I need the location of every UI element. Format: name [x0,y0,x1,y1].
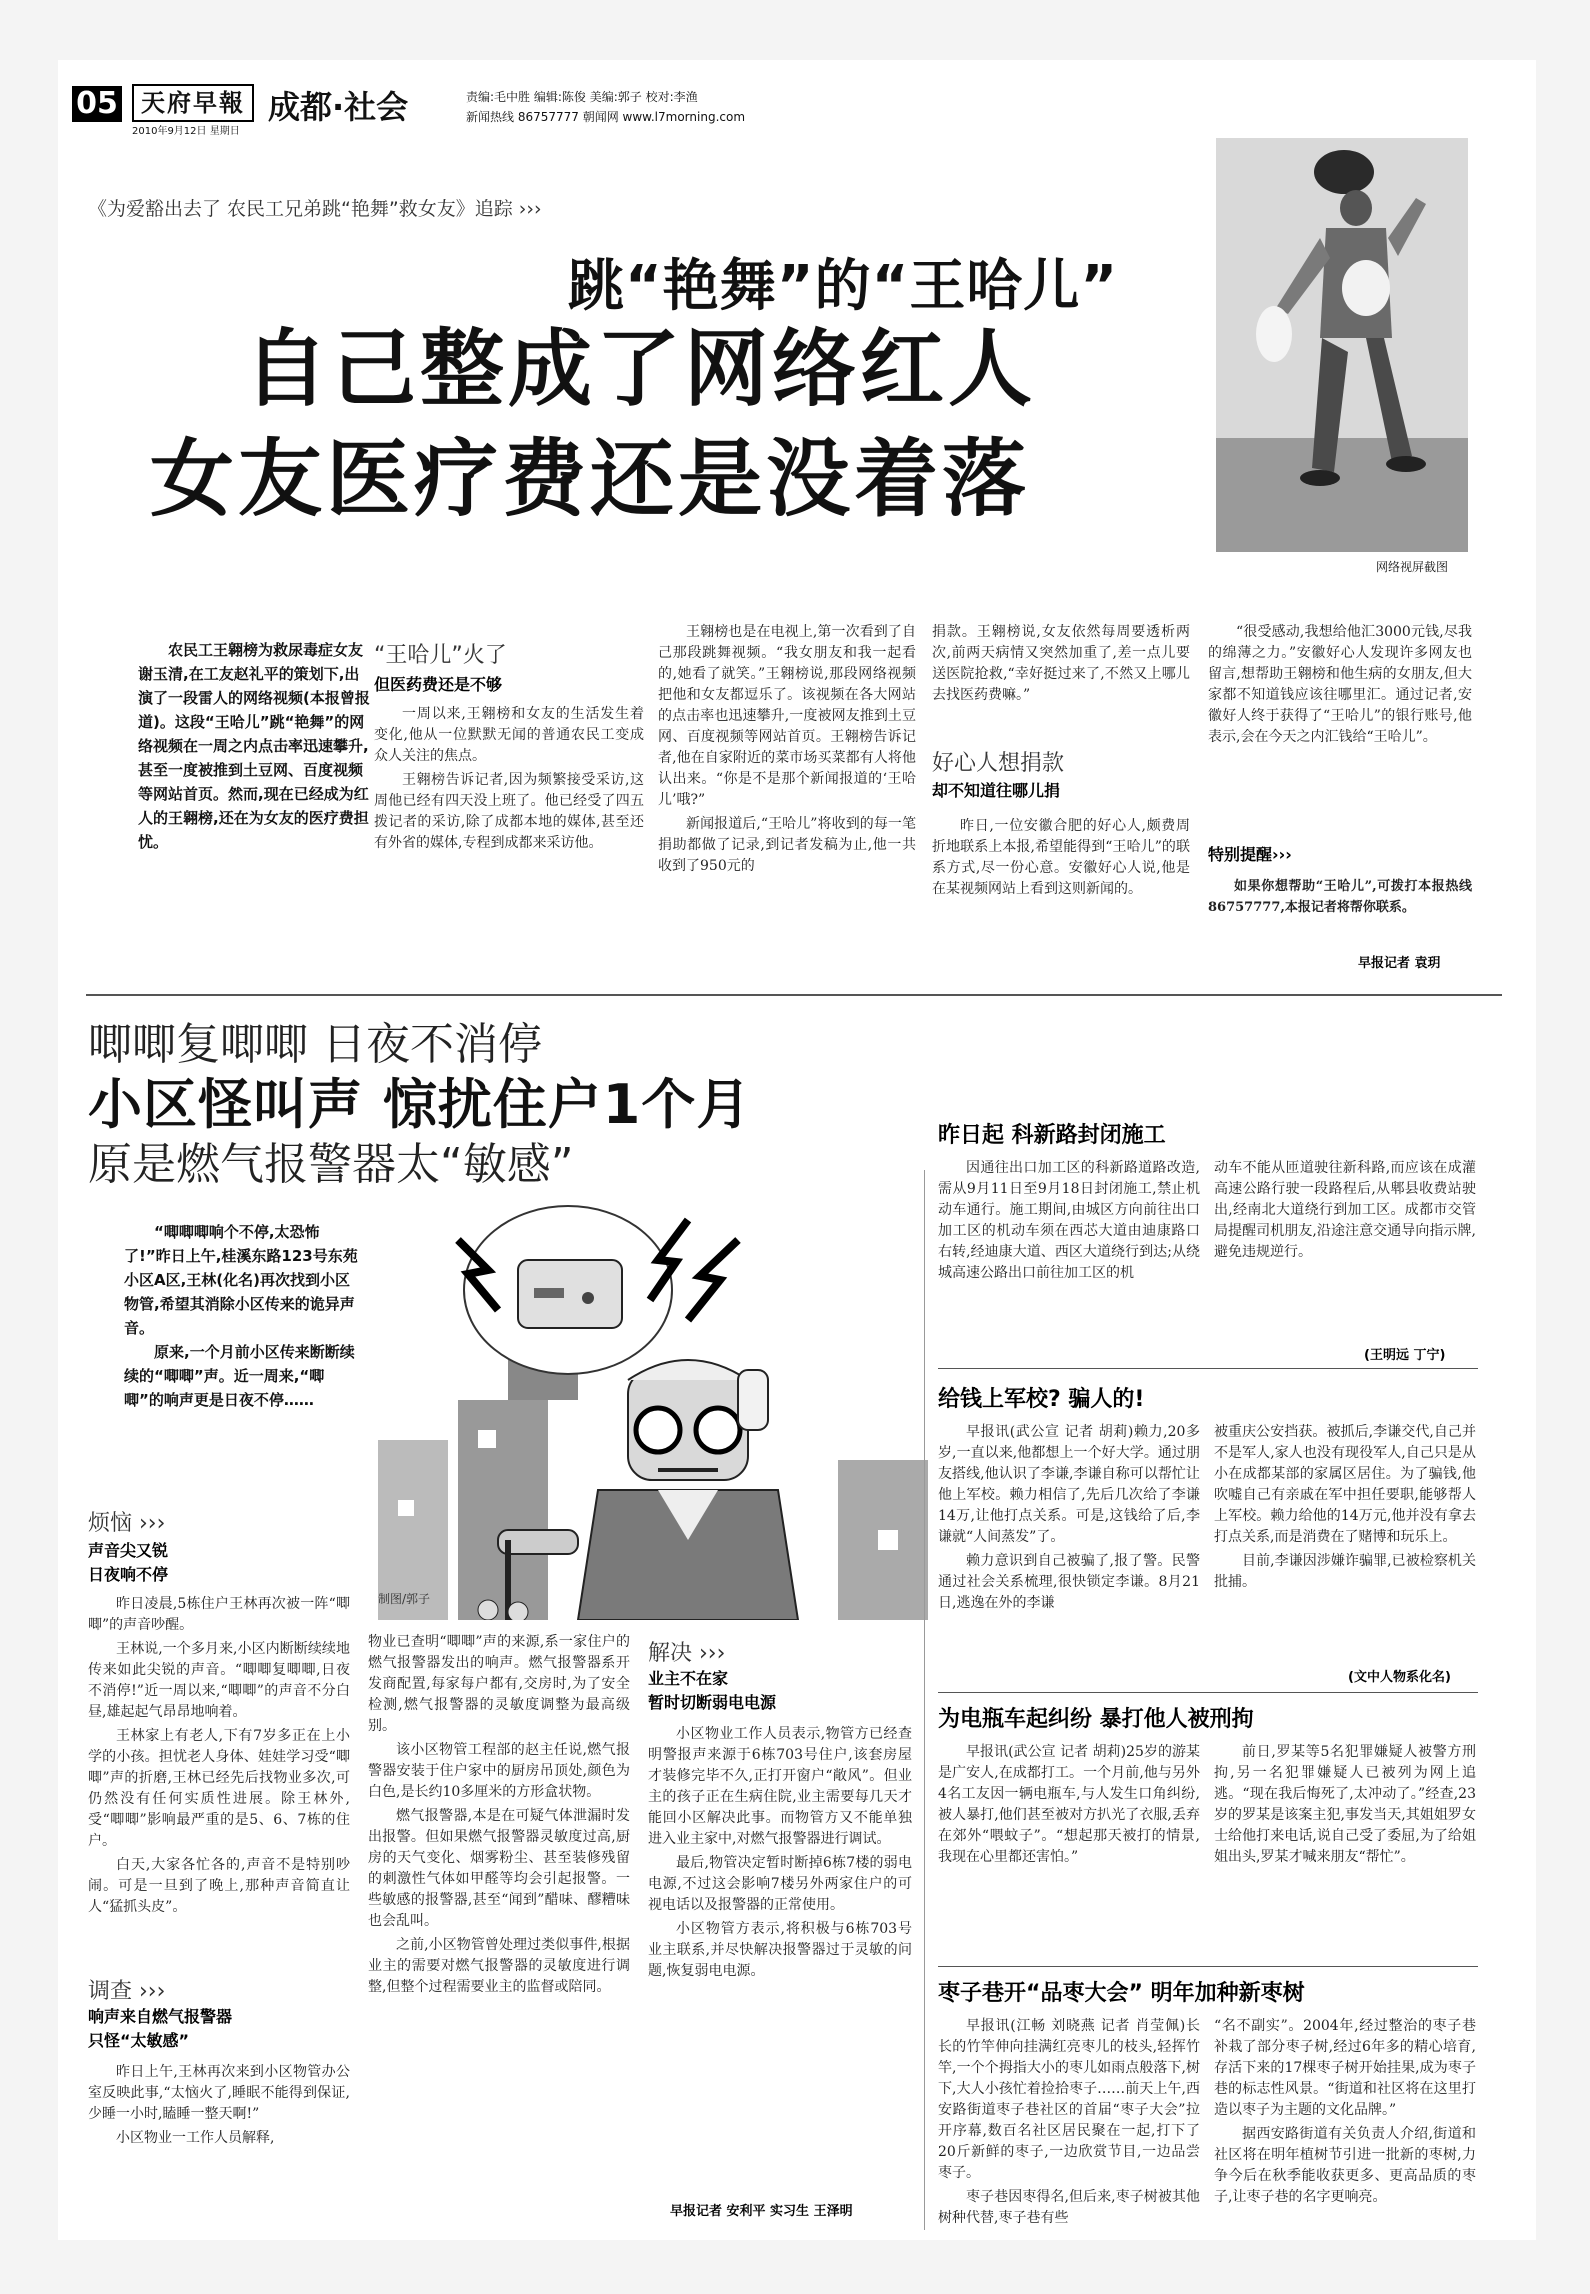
paragraph: 早报讯(武公宣 记者 胡莉)赖力,20多岁,一直以来,他都想上一个好大学。通过朋友搭线,他认识了李谦,李谦自称可以帮忙让他上军校。赖力相信了,先后几次给了李谦14万,让他打点关系。可是,这钱给了后,李谦就“人间蒸发”了。 [938,1424,1200,1545]
page-number: 05 [72,86,122,122]
paragraph: 该小区物管工程部的赵主任说,燃气报警器安装于住户家中的厨房吊顶处,颜色为白色,是长约10多厘米的方形盒状物。 [368,1742,630,1800]
brief3-col-b [1214,1742,1476,1962]
brief3-col-a [938,1742,1200,1962]
brief2-col-a [938,1422,1200,1682]
paragraph: 原来,一个月前小区传来断断续续的“唧唧”声。近一周来,“唧唧”的响声更是日夜不停…… [124,1343,355,1409]
masthead-logo: 天府早報 [132,84,254,122]
paragraph: 最后,物管决定暂时断掉6栋7楼的弱电电源,不过这会影响7楼另外两家住户的可视电话以及报警器的正常使用。 [648,1855,912,1913]
headline-line1: 跳“艳舞”的“王哈儿” [568,254,1119,319]
special-tip-title: 特别提醒››› [1208,845,1292,864]
hotline: 新闻热线 86757777 朝闻网 www.l7morning.com [466,110,746,124]
video-screenshot-photo [1216,138,1468,552]
story2-col3 [648,1724,912,2194]
gas-alarm-illustration [358,1200,948,1620]
paragraph: 枣子巷因枣得名,但后来,枣子树被其他树种代替,枣子巷有些 [938,2189,1200,2226]
story2-sec2-sub-a: 响声来自燃气报警器 [88,2007,233,2026]
story2-sec3-sub-b: 暂时切断弱电电源 [648,1693,777,1712]
paragraph: 王林家上有老人,下有7岁多正在上小学的小孩。担忧老人身体、娃娃学习受“唧唧”声的折磨,王林已经先后找物业多次,可仍然没有任何实质性进展。除王林外,受“唧唧”影响最严重的是5、6、7栋的住户。 [88,1728,350,1849]
brief1-col-b [1214,1158,1476,1334]
follow-up-kicker: 《为爱豁出去了 农民工兄弟跳“艳舞”救女友》追踪 ››› [88,198,542,220]
paragraph: 早报讯(江畅 刘晓燕 记者 肖莹佩)长长的竹竿伸向挂满红亮枣儿的枝头,轻挥竹竿,一个个拇指大小的枣儿如雨点般落下,树下,大人小孩忙着捡拾枣子……前天上午,西安路街道枣子巷社区的首届“枣子大会”拉开序幕,数百名社区居民聚在一起,打下了20斤新鲜的枣子,一边欣赏节目,一边品尝枣子。 [938,2018,1200,2181]
story2-sec2-label: 调查 ››› [88,1979,166,2004]
story2-lead [124,1220,360,1520]
dancer-figure-icon [1216,138,1468,552]
story1-lead [138,638,370,938]
brief-divider [938,1966,1478,1967]
special-tip-text [1208,876,1472,944]
story2-col1 [88,1594,350,1964]
story2-col1b [88,2062,350,2222]
story2-sec1-label: 烦恼 ››› [88,1511,166,1536]
brief3-title: 为电瓶车起纠纷 暴打他人被刑拘 [938,1707,1254,1732]
editor-credits: 责编:毛中胜 编辑:陈俊 美编:郭子 校对:李渔 [466,90,698,104]
brief1-col-a [938,1158,1200,1358]
story2-sec3-label: 解决 ››› [648,1641,726,1666]
paragraph: 新闻报道后,“王哈儿”将收到的每一笔捐助都做了记录,到记者发稿为止,他一共收到了950元的 [658,816,916,874]
paragraph: 昨日凌晨,5栋住户王林再次被一阵“唧唧”的声音吵醒。 [88,1596,350,1633]
brief-divider [938,1692,1478,1693]
section-divider [86,994,1502,996]
headline-line2: 自己整成了网络红人 [244,320,1037,418]
story2-sec1-sub-a: 声音尖又锐 [88,1541,169,1560]
paragraph: 昨日,一位安徽合肥的好心人,颇费周折地联系上本报,希望能得到“王哈儿”的联系方式,尽一份心意。安徽好心人说,他是在某视频网站上看到这则新闻的。 [932,818,1190,897]
story1-col3 [658,622,916,1002]
paragraph: 被重庆公安挡获。被抓后,李谦交代,自己并不是军人,家人也没有现役军人,自己只是从小在成都某部的家属区居住。为了骗钱,他吹嘘自己有亲戚在军中担任要职,能够帮人上军校。赖力给他的14万元,他并没有拿去打点关系,而是消费在了赌博和玩乐上。 [1214,1424,1476,1545]
brief4-title: 枣子巷开“品枣大会” 明年加种新枣树 [938,1981,1305,2006]
paragraph: 小区物管方表示,将积极与6栋703号业主联系,并尽快解决报警器过于灵敏的问题,恢复弱电电源。 [648,1921,912,1979]
paragraph: 如果你想帮助“王哈儿”,可拨打本报热线86757777,本报记者将帮你联系。 [1208,879,1472,915]
story1-col4a [932,622,1190,732]
newspaper-page [58,60,1536,2240]
issue-date: 2010年9月12日 星期日 [132,126,240,137]
photo-caption: 网络视屏截图 [1376,560,1449,574]
story1-sub1-subtitle: 但医药费还是不够 [374,675,503,694]
paragraph: “唧唧唧响个不停,太恐怖了!”昨日上午,桂溪东路123号东苑小区A区,王林(化名)再次找到小区物管,希望其消除小区传来的诡异声音。 [124,1223,358,1337]
brief-divider [938,1368,1478,1369]
paragraph: 燃气报警器,本是在可疑气体泄漏时发出报警。但如果燃气报警器灵敏度过高,厨房的天气变化、烟雾粉尘、甚至装修残留的刺激性气体如甲醛等均会引起报警。一些敏感的报警器,甚至“闻到”醋味、醪糟味也会乱叫。 [368,1808,630,1929]
column-divider [924,1170,925,2230]
paragraph: 目前,李谦因涉嫌诈骗罪,已被检察机关批捕。 [1214,1553,1476,1590]
paragraph: 王翱榜告诉记者,因为频繁接受采访,这周他已经有四天没上班了。他已经受了四五拨记者的采访,除了成都本地的媒体,甚至还有外省的媒体,专程到成都来采访他。 [374,772,644,851]
story1-lead-text: 农民工王翱榜为救尿毒症女友谢玉清,在工友赵礼平的策划下,出演了一段雷人的网络视频(本报曾报道)。这段“王哈儿”跳“艳舞”的网络视频在一周之内点击率迅速攀升,甚至一度被推到土豆网、百度视频等网站首页。然而,现在已经成为红人的王翱榜,还在为女友的医疗费担忧。 [138,641,370,851]
paragraph: 小区物业工作人员表示,物管方已经查明警报声来源于6栋703号住户,该套房屋才装修完毕不久,正打开窗户“敞风”。但业主的孩子正在生病住院,业主需要每几天才能回小区解决此事。而物管方又不能单独进入业主家中,对燃气报警器进行调试。 [648,1726,912,1847]
paragraph: 动车不能从匝道驶往新科路,而应该在成灌高速公路行驶一段路程后,从郫县收费站驶出,经南北大道绕行到加工区。成都市交管局提醒司机朋友,沿途注意交通导向指示牌,避免违规逆行。 [1214,1160,1476,1260]
story1-col4b [932,816,1190,996]
story1-col5 [1208,622,1472,832]
paragraph: 据西安路街道有关负责人介绍,街道和社区将在明年植树节引进一批新的枣树,力争今后在秋季能收获更多、更高品质的枣子,让枣子巷的名字更响亮。 [1214,2126,1476,2205]
story2-sec3-sub-a: 业主不在家 [648,1669,729,1688]
story2-deck2: 原是燃气报警器太“敏感” [88,1139,574,1190]
paragraph: 捐款。王翱榜说,女友依然每周要透析两次,前两天病情又突然加重了,差一点儿要送医院抢救,“幸好挺过来了,不然又上哪儿去找医药费嘛。” [932,624,1190,703]
story1-col2 [374,704,644,994]
brief2-col-b [1214,1422,1476,1662]
story2-byline: 早报记者 安利平 实习生 王泽明 [670,2204,853,2219]
illustration-credit: 制图/郭子 [378,1592,431,1606]
paragraph: “很受感动,我想给他汇3000元钱,尽我的绵薄之力。”安徽好心人发现许多网友也留言,想帮助王翱榜和他生病的女朋友,但大家都不知道钱应该往哪里汇。通过记者,安徽好人终于获得了“王哈儿”的银行账号,他表示,会在今天之内汇钱给“王哈儿”。 [1208,624,1472,745]
cartoon-old-man-icon [358,1200,948,1620]
paragraph: 王林说,一个多月来,小区内断断续续地传来如此尖锐的声音。“唧唧复唧唧,日夜不消停!”近一周以来,“唧唧”的声音不分白昼,雄起起气昂昂地响着。 [88,1641,350,1720]
paragraph: 前日,罗某等5名犯罪嫌疑人被警方刑拘,另一名犯罪嫌疑人已被列为网上追逃。“现在我后悔死了,太冲动了。”经查,23岁的罗某是该案主犯,事发当天,其姐姐罗女士给他打来电话,说自己受了委屈,为了给姐姐出头,罗某才喊来朋友“帮忙”。 [1214,1744,1476,1865]
story2-headline: 小区怪叫声 惊扰住户1个月 [88,1073,752,1136]
brief2-title: 给钱上军校? 骗人的! [938,1387,1145,1412]
paragraph: 之前,小区物管曾处理过类似事件,根据业主的需要对燃气报警器的灵敏度进行调整,但整个过程需要业主的监督或陪同。 [368,1937,630,1995]
brief1-title: 昨日起 科新路封闭施工 [938,1123,1166,1148]
paragraph: 王翱榜也是在电视上,第一次看到了自己那段跳舞视频。“我女朋友和我一起看的,她看了就笑。”王翱榜说,那段网络视频把他和女友都逗乐了。该视频在各大网站的点击率也迅速攀升,一度被网友推到土豆网、百度视频等网站首页。王翱榜告诉记者,他在自家附近的菜市场买菜都有人将他认出来。“你是不是那个新闻报道的‘王哈儿’哦?” [658,624,916,808]
story2-col2 [368,1632,630,2222]
headline-line3: 女友医疗费还是没着落 [150,430,1031,528]
story1-byline: 早报记者 袁玥 [1358,956,1441,971]
paragraph: 早报讯(武公宣 记者 胡莉)25岁的游某是广安人,在成都打工。一个月前,他与另外4名工友因一辆电瓶车,与人发生口角纠纷,被人暴打,他们甚至被对方扒光了衣服,丢弃在郊外“喂蚊子”。“想起那天被打的情景,我现在心里都还害怕。” [938,1744,1200,1865]
paragraph: 昨日上午,王林再次来到小区物管办公室反映此事,“太恼火了,睡眠不能得到保证,少睡一小时,瞌睡一整天啊!” [88,2064,350,2122]
brief2-byline: (文中人物系化名) [1348,1670,1451,1685]
paragraph: 白天,大家各忙各的,声音不是特别吵闹。可是一旦到了晚上,那种声音简直让人“猛抓头皮”。 [88,1857,350,1915]
story2-sec1-sub-b: 日夜响不停 [88,1565,169,1584]
story2-sec2-sub-b: 只怪“太敏感” [88,2031,190,2050]
brief1-byline: (王明远 丁宁) [1364,1348,1446,1363]
paragraph: 小区物业一工作人员解释, [116,2130,275,2146]
paragraph: 赖力意识到自己被骗了,报了警。民警通过社会关系梳理,很快锁定李谦。8月21日,逃逸在外的李谦 [938,1553,1200,1611]
paragraph: 一周以来,王翱榜和女友的生活发生着变化,他从一位默默无闻的普通农民工变成众人关注的焦点。 [374,706,644,764]
paragraph: 因通往出口加工区的科新路道路改造,需从9月11日至9月18日封闭施工,禁止机动车通行。施工期间,由城区方向前往出口加工区的机动车须在西芯大道由迪康路口右转,经迪康大道、西区大道绕行到达;从绕城高速公路出口前往加工区的机 [938,1160,1200,1281]
story1-sub2-title: 好心人想捐款 [932,751,1065,776]
brief4-col-a [938,2016,1200,2226]
story1-sub1-title: “王哈儿”火了 [374,643,507,668]
story1-sub2-subtitle: 却不知道往哪儿捐 [932,781,1061,800]
paragraph: 物业已查明“唧唧”声的来源,系一家住户的燃气报警器发出的响声。燃气报警器系开发商配置,每家每户都有,交房时,为了安全检测,燃气报警器的灵敏度调整为最高级别。 [368,1634,630,1734]
story2-deck1: 唧唧复唧唧 日夜不消停 [88,1019,542,1070]
section-title: 成都·社会 [268,88,409,126]
brief4-col-b [1214,2016,1476,2226]
paragraph: “名不副实”。2004年,经过整治的枣子巷补栽了部分枣子树,经过6年多的精心培育,存活下来的17棵枣子树开始挂果,成为枣子巷的标志性风景。“街道和社区将在这里打造以枣子为主题的文化品牌。” [1214,2018,1476,2118]
